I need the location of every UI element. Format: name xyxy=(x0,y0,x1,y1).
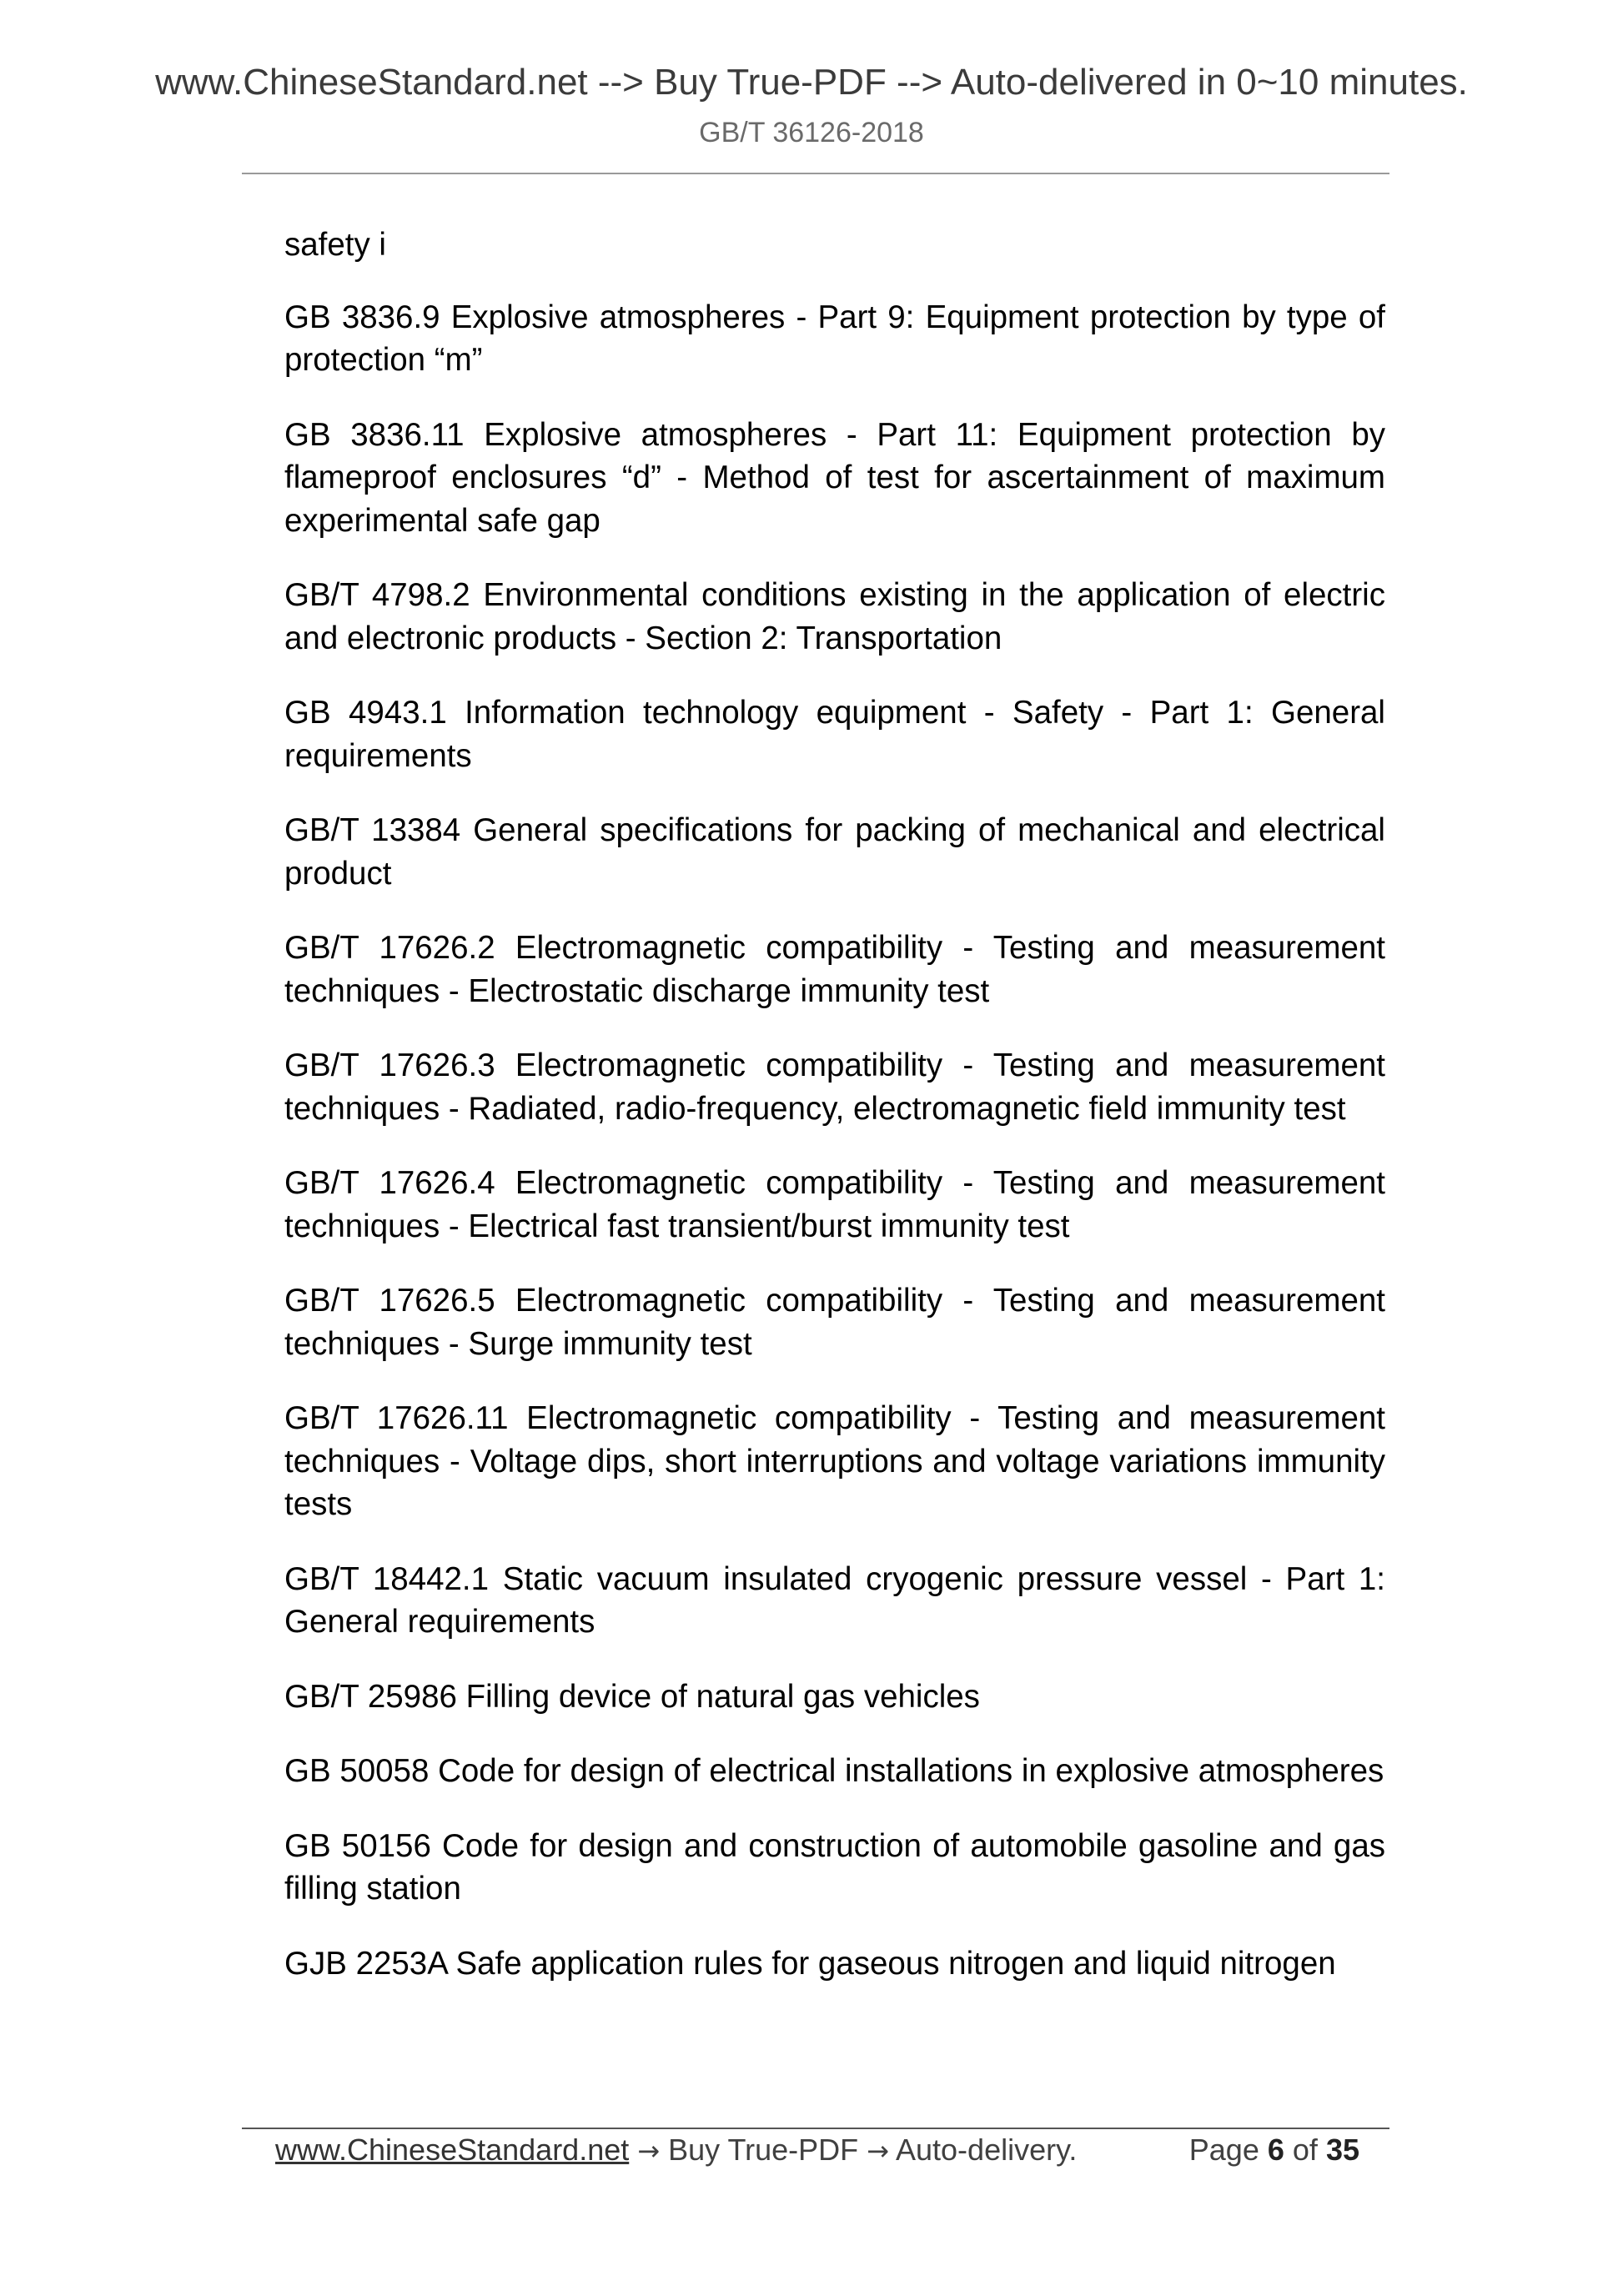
buy-pdf-text: Buy True-PDF xyxy=(668,2133,859,2167)
arrow-right-icon: → xyxy=(637,2135,661,2167)
paragraph: GB 3836.9 Explosive atmospheres - Part 9: Equipment protection by type of protection “m” xyxy=(284,299,1385,378)
header-banner-text: www.ChineseStandard.net --> Buy True-PDF --> Auto-delivered in 0~10 minutes. xyxy=(155,62,1468,103)
paragraph: GB/T 17626.11 Electromagnetic compatibility - Testing and measurement techniques - Voltage dips, short interruptions and voltage variations immunity tests xyxy=(284,1400,1385,1522)
header-divider xyxy=(242,173,1389,174)
document-code: GB/T 36126-2018 xyxy=(699,117,924,148)
paragraph: GB/T 4798.2 Environmental conditions existing in the application of electric and electronic products - Section 2: Transportation xyxy=(284,577,1385,656)
auto-delivery-text: Auto-delivery. xyxy=(896,2133,1078,2167)
paragraph: GB/T 18442.1 Static vacuum insulated cryogenic pressure vessel - Part 1: General requirements xyxy=(284,1560,1385,1640)
paragraph: GB 4943.1 Information technology equipment - Safety - Part 1: General requirements xyxy=(284,695,1385,774)
paragraph: GB/T 17626.4 Electromagnetic compatibility - Testing and measurement techniques - Electrical fast transient/burst immunity test xyxy=(284,1165,1385,1244)
paragraph: GB/T 17626.2 Electromagnetic compatibility - Testing and measurement techniques - Electrostatic discharge immunity test xyxy=(284,930,1385,1009)
paragraph: safety i xyxy=(284,227,386,263)
paragraph: GB/T 25986 Filling device of natural gas vehicles xyxy=(284,1678,980,1715)
footer-links xyxy=(275,2129,1077,2172)
paragraph: GB 50058 Code for design of electrical installations in explosive atmospheres xyxy=(284,1753,1384,1789)
paragraph: GB/T 17626.3 Electromagnetic compatibility - Testing and measurement techniques - Radiated, radio-frequency, electromagnetic field immunity test xyxy=(284,1048,1385,1127)
total-pages: 35 xyxy=(1325,2133,1359,2167)
page-label: Page xyxy=(1188,2133,1259,2167)
of-label: of xyxy=(1292,2133,1318,2167)
paragraph: GB/T 13384 General specifications for packing of mechanical and electrical product xyxy=(284,812,1385,892)
paragraph: GJB 2253A Safe application rules for gaseous nitrogen and liquid nitrogen xyxy=(284,1945,1336,1982)
page-footer xyxy=(275,2129,1359,2171)
paragraph: GB 50156 Code for design and construction of automobile gasoline and gas filling station xyxy=(284,1827,1385,1907)
arrow-right-icon: → xyxy=(867,2135,889,2167)
page-number xyxy=(1189,2129,1359,2171)
page-body xyxy=(284,224,1385,2017)
paragraph: GB/T 17626.5 Electromagnetic compatibility - Testing and measurement techniques - Surge immunity test xyxy=(284,1283,1385,1362)
site-link[interactable]: www.ChineseStandard.net xyxy=(275,2133,630,2167)
paragraph: GB 3836.11 Explosive atmospheres - Part 11: Equipment protection by flameproof enclosures “d” - Method of test for ascertainment of maximum experimental safe gap xyxy=(284,416,1385,539)
current-page: 6 xyxy=(1267,2133,1284,2167)
